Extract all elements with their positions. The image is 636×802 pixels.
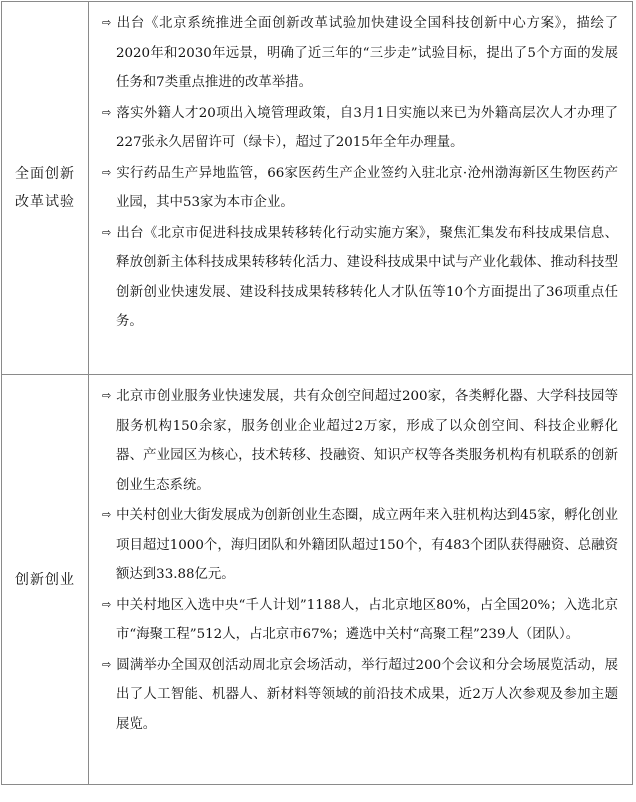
item-text: 出台《北京系统推进全面创新改革试验加快建设全国科技创新中心方案》，描绘了2020年和2030年远景，明确了近三年的“三步走”试验目标，提出了5个方面的发展任务和7类重点推进的改革举措。	[116, 16, 618, 90]
item-text: 实行药品生产异地监管，66家医药生产企业签约入驻北京·沧州渤海新区生物医药产业园，其中53家为本市企业。	[116, 165, 618, 210]
content-cell	[89, 375, 632, 784]
list-item	[96, 650, 618, 740]
table-row	[2, 375, 632, 784]
category-cell	[2, 375, 89, 784]
arrow-bullet-icon: ⇨	[102, 16, 112, 29]
content-cell	[89, 2, 632, 374]
arrow-bullet-icon: ⇨	[102, 389, 112, 402]
category-cell	[2, 2, 89, 374]
table-row	[2, 2, 632, 375]
arrow-bullet-icon: ⇨	[102, 597, 112, 611]
item-text: 中关村创业大街发展成为创新创业生态圈，成立两年来入驻机构达到45家，孵化创业项目超过1000个，海归团队和外籍团队超过150个，有483个团队获得融资、总融资额达到33.88亿元。	[116, 508, 618, 582]
list-item	[96, 500, 618, 590]
item-text: 出台《北京市促进科技成果转移转化行动实施方案》，聚焦汇集发布科技成果信息、释放创新主体科技成果转移转化活力、建设科技成果中试与产业化载体、推动科技型创新创业快速发展、建设科技成果转移转化人才队伍等10个方面提出了36项重点任务。	[116, 225, 618, 329]
list-item	[96, 590, 618, 650]
item-text: 中关村地区入选中央“千人计划”1188人，占北京地区80%，占全国20%；入选北京市“海聚工程”512人，占北京市67%；遴选中关村“高聚工程”239人（团队）。	[116, 597, 618, 642]
item-text: 圆满举办全国双创活动周北京会场活动，举行超过200个会议和分会场展览活动，展出了人工智能、机器人、新材料等领域的前沿技术成果，近2万人次参观及参加主题展览。	[116, 657, 618, 732]
list-item	[96, 218, 618, 337]
list-item	[96, 98, 618, 158]
item-text: 北京市创业服务业快速发展，共有众创空间超过200家，各类孵化器、大学科技园等服务机构150余家，服务创业企业超过2万家，形成了以众创空间、科技企业孵化器、产业园区为核心，技术转移、投融资、知识产权等各类服务机构有机联系的创新创业生态系统。	[116, 389, 618, 493]
category-label: 创新创业	[15, 571, 75, 588]
arrow-bullet-icon: ⇨	[102, 657, 112, 671]
arrow-bullet-icon: ⇨	[102, 165, 112, 179]
category-label: 全面创新改革试验	[15, 166, 75, 210]
document-table	[1, 1, 633, 785]
list-item	[96, 381, 618, 500]
list-item	[96, 8, 618, 98]
arrow-bullet-icon: ⇨	[102, 508, 112, 521]
arrow-bullet-icon: ⇨	[102, 225, 112, 239]
arrow-bullet-icon: ⇨	[102, 105, 112, 119]
item-text: 落实外籍人才20项出入境管理政策，自3月1日实施以来已为外籍高层次人才办理了227张永久居留许可（绿卡），超过了2015年全年办理量。	[116, 105, 618, 150]
list-item	[96, 158, 618, 218]
